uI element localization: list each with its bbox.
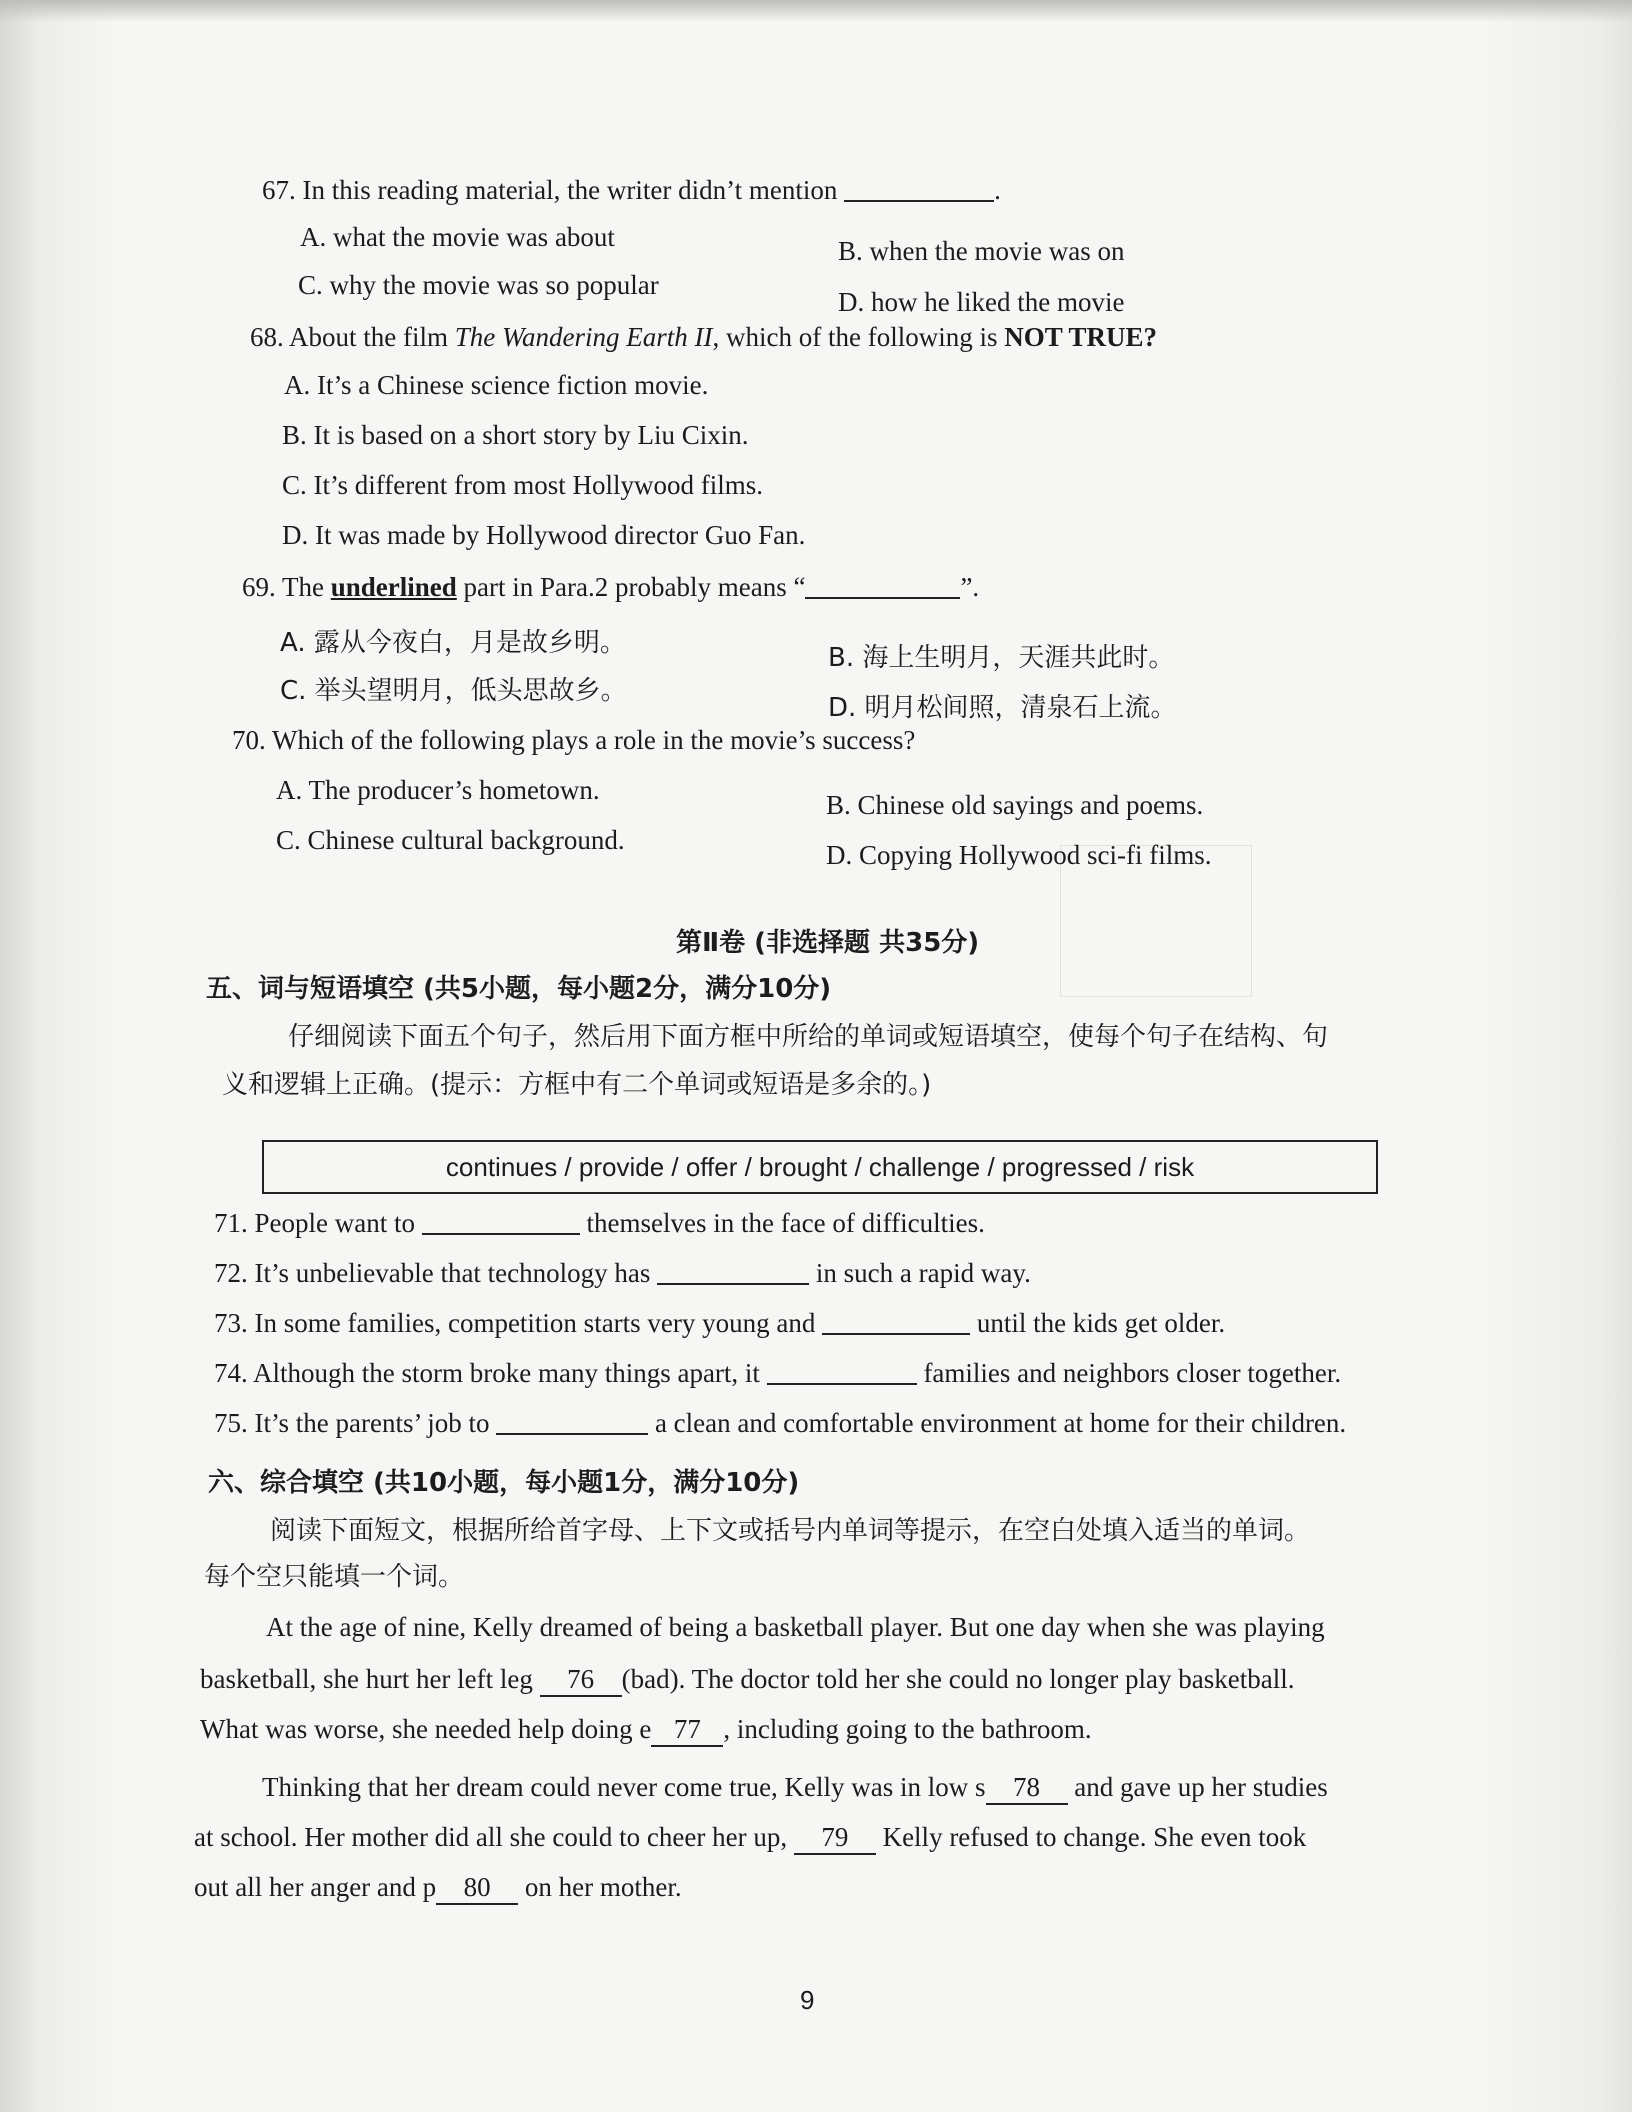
q72-text-a: 72. It’s unbelievable that technology has (214, 1258, 651, 1288)
q67-option-a[interactable]: A. what the movie was about (300, 222, 615, 252)
q68-option-b[interactable]: B. It is based on a short story by Liu Cixin. (282, 420, 749, 450)
q69-answer-blank[interactable] (805, 573, 960, 599)
passage-text: Thinking that her dream could never come true, Kelly was in low s (262, 1772, 986, 1802)
passage-text: What was worse, she needed help doing e (200, 1714, 652, 1744)
q68-option-a[interactable]: A. It’s a Chinese science fiction movie. (284, 370, 709, 400)
q74-answer-blank[interactable] (767, 1359, 917, 1385)
q75-answer-blank[interactable] (496, 1409, 648, 1435)
passage-text: on her mother. (524, 1872, 682, 1902)
q72 (214, 1258, 1031, 1289)
q68-option-c[interactable]: C. It’s different from most Hollywood films. (282, 470, 763, 500)
blank-80[interactable]: 80 (436, 1872, 518, 1905)
q69-underlined: underlined (330, 572, 457, 602)
q69-stem (242, 572, 979, 603)
q68-stem-a: 68. About the film (250, 322, 455, 352)
passage-p2-line3 (194, 1872, 682, 1905)
q70-option-c[interactable]: C. Chinese cultural background. (276, 825, 625, 855)
q73-answer-blank[interactable] (822, 1309, 970, 1335)
section5-instruction-1: 仔细阅读下面五个句子，然后用下面方框中所给的单词或短语填空，使每个句子在结构、句 (288, 1022, 1329, 1052)
q72-answer-blank[interactable] (657, 1259, 809, 1285)
q74 (214, 1358, 1341, 1389)
q69-option-b[interactable]: B. 海上生明月，天涯共此时。 (828, 643, 1175, 673)
blank-76[interactable]: 76 (540, 1664, 622, 1697)
q67-option-c[interactable]: C. why the movie was so popular (298, 270, 659, 300)
top-edge-shadow (0, 0, 1632, 22)
q71-text-a: 71. People want to (214, 1208, 415, 1238)
q72-text-b: in such a rapid way. (815, 1258, 1031, 1288)
q73-text-a: 73. In some families, competition starts very young and (214, 1308, 816, 1338)
passage-text: and gave up her studies (1074, 1772, 1328, 1802)
q74-text-a: 74. Although the storm broke many things apart, it (214, 1358, 760, 1388)
passage-p2-line1 (262, 1772, 1328, 1805)
q68-film-title: The Wandering Earth II (454, 322, 713, 352)
q69-stem-c: ”. (960, 572, 980, 602)
passage-p1-line2 (200, 1664, 1294, 1697)
section5-title: 五、词与短语填空 (共5小题，每小题2分，满分10分) (206, 974, 832, 1004)
passage-p2-line2 (194, 1822, 1306, 1855)
passage-text: Kelly refused to change. She even took (882, 1822, 1307, 1852)
q71 (214, 1208, 985, 1239)
passage-text: out all her anger and p (194, 1872, 437, 1902)
q69-option-d[interactable]: D. 明月松间照，清泉石上流。 (828, 693, 1177, 723)
q67-stem (262, 175, 1001, 206)
q69-stem-a: 69. The (242, 572, 331, 602)
q67-option-b[interactable]: B. when the movie was on (838, 236, 1125, 266)
q71-answer-blank[interactable] (422, 1209, 580, 1235)
blank-79[interactable]: 79 (794, 1822, 876, 1855)
q68-option-d[interactable]: D. It was made by Hollywood director Guo Fan. (282, 520, 806, 550)
word-box: continues / provide / offer / brought / challenge / progressed / risk (262, 1140, 1378, 1194)
section6-title: 六、综合填空 (共10小题，每小题1分，满分10分) (208, 1468, 800, 1498)
part2-title: 第Ⅱ卷 (非选择题 共35分) (676, 928, 980, 958)
q70-option-a[interactable]: A. The producer’s hometown. (276, 775, 600, 805)
section6-instruction-1: 阅读下面短文，根据所给首字母、上下文或括号内单词等提示，在空白处填入适当的单词。 (270, 1516, 1311, 1546)
q69-stem-b: part in Para.2 probably means “ (456, 572, 806, 602)
q67-answer-blank[interactable] (844, 176, 994, 202)
q70-option-d[interactable]: D. Copying Hollywood sci-fi films. (826, 840, 1212, 870)
q69-option-a[interactable]: A. 露从今夜白，月是故乡明。 (280, 628, 626, 658)
blank-77[interactable]: 77 (651, 1714, 723, 1747)
passage-p1-line1: At the age of nine, Kelly dreamed of being a basketball player. But one day when she was playing (266, 1612, 1325, 1642)
q74-text-b: families and neighbors closer together. (923, 1358, 1342, 1388)
q67-option-d[interactable]: D. how he liked the movie (838, 287, 1125, 317)
q73 (214, 1308, 1225, 1339)
passage-text: at school. Her mother did all she could to cheer her up, (194, 1822, 788, 1852)
blank-78[interactable]: 78 (986, 1772, 1068, 1805)
q75-text-a: 75. It’s the parents’ job to (214, 1408, 490, 1438)
section6-instruction-2: 每个空只能填一个词。 (204, 1562, 465, 1592)
q71-text-b: themselves in the face of difficulties. (586, 1208, 985, 1238)
q73-text-b: until the kids get older. (976, 1308, 1226, 1338)
q70-option-b[interactable]: B. Chinese old sayings and poems. (826, 790, 1204, 820)
passage-text: basketball, she hurt her left leg (200, 1664, 533, 1694)
q69-option-c[interactable]: C. 举头望明月，低头思故乡。 (280, 676, 627, 706)
q75 (214, 1408, 1346, 1439)
page-number: 9 (800, 1985, 815, 2015)
q75-text-b: a clean and comfortable environment at home for their children. (654, 1408, 1347, 1438)
q68-stem-b: , which of the following is (712, 322, 1005, 352)
section5-instruction-2: 义和逻辑上正确。(提示：方框中有二个单词或短语是多余的。) (222, 1070, 932, 1100)
q67-end: . (994, 175, 1001, 205)
passage-text: , including going to the bathroom. (723, 1714, 1092, 1744)
q68-not-true: NOT TRUE? (1004, 322, 1158, 352)
passage-text: (bad). The doctor told her she could no longer play basketball. (621, 1664, 1295, 1694)
q70-stem: 70. Which of the following plays a role in the movie’s success? (232, 725, 916, 755)
q67-stem-text: 67. In this reading material, the writer didn’t mention (262, 175, 838, 205)
passage-p1-line3 (200, 1714, 1092, 1747)
q68-stem (250, 322, 1157, 353)
